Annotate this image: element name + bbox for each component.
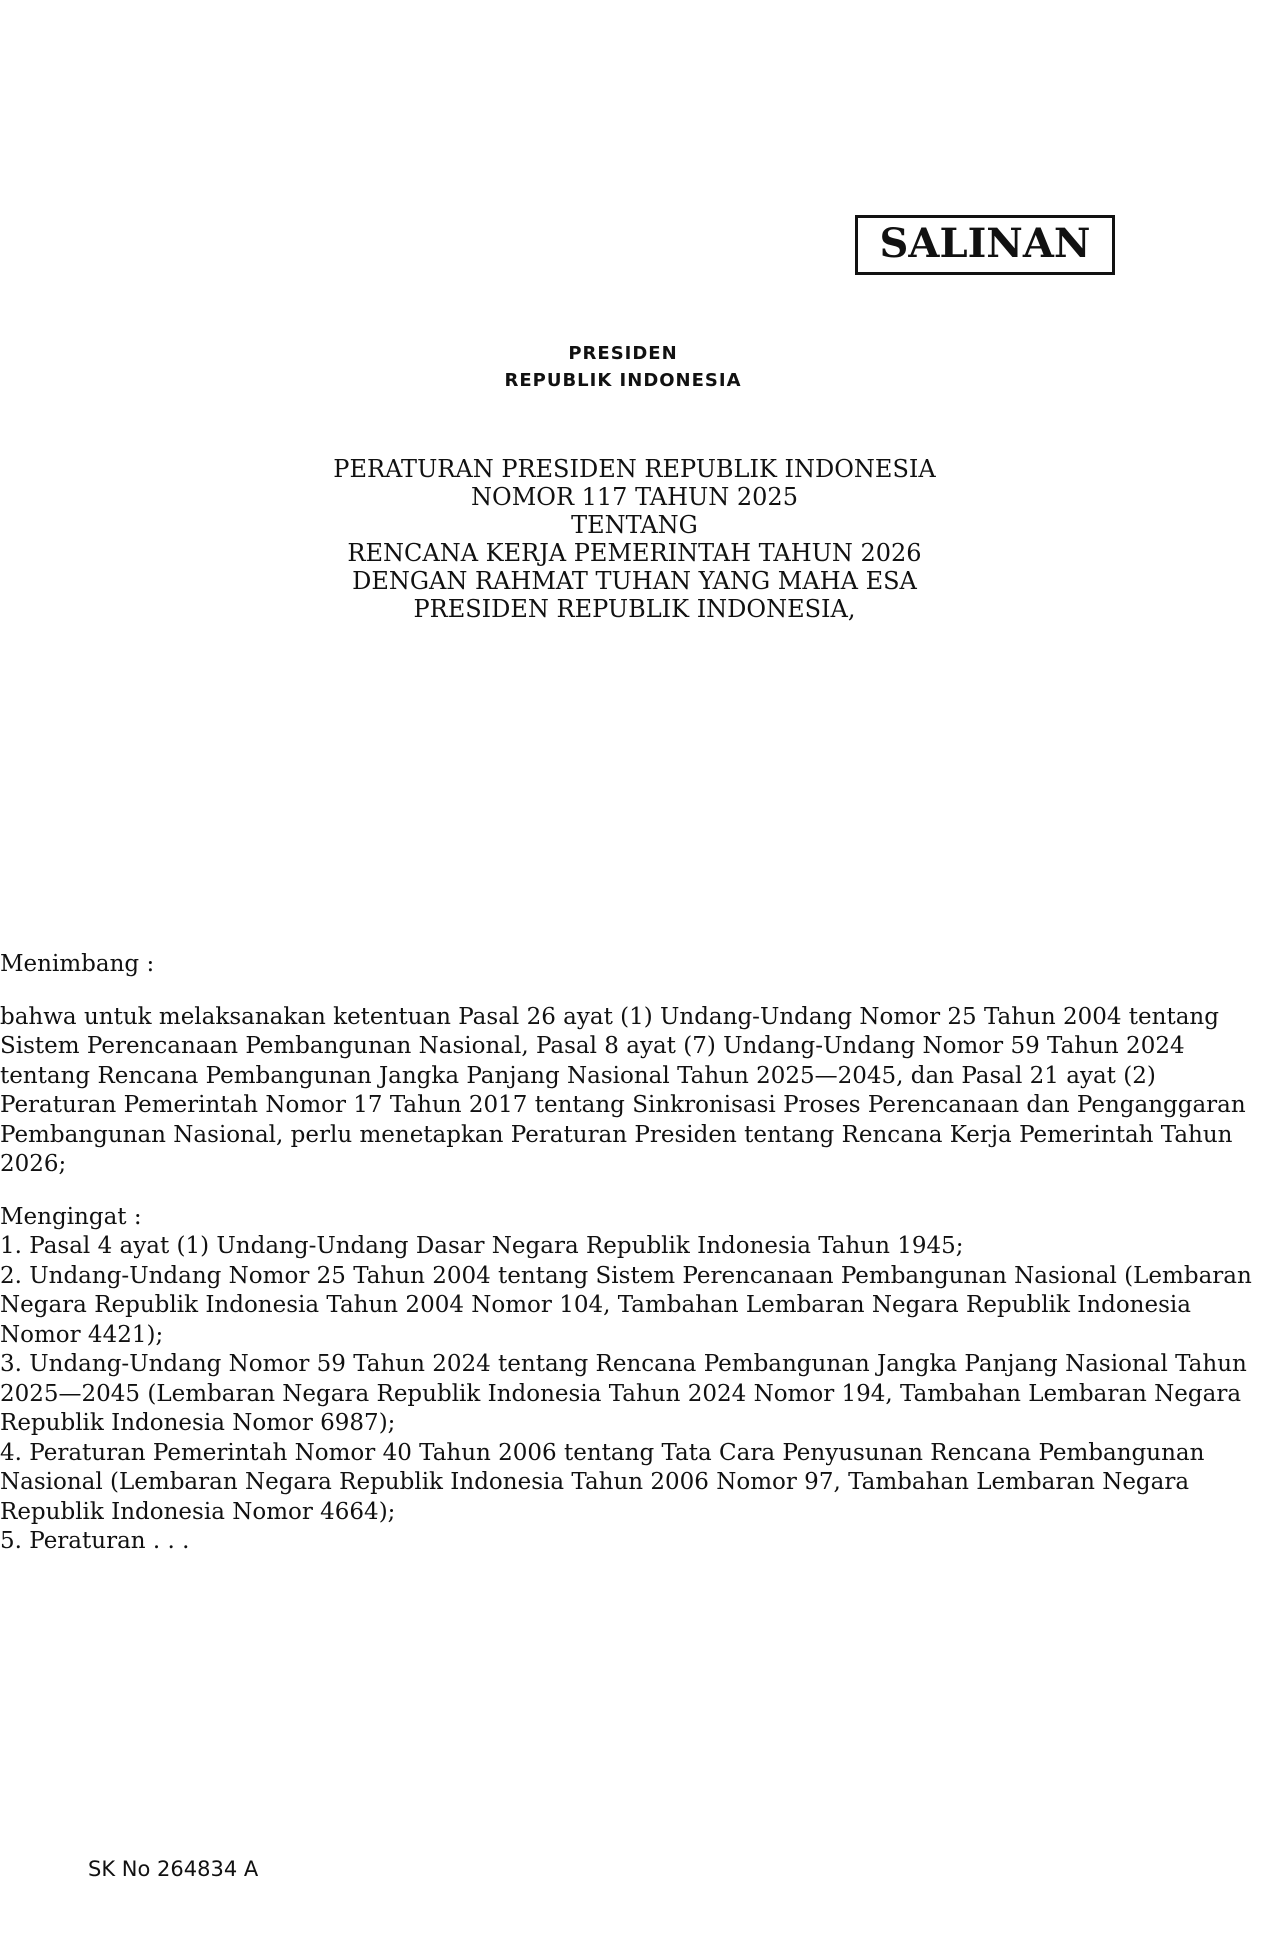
salinan-stamp: SALINAN (855, 215, 1115, 275)
menimbang-label: Menimbang (0, 951, 140, 977)
document-body (0, 950, 1269, 1557)
menimbang-text: bahwa untuk melaksanakan ketentuan Pasal 26 ayat (1) Undang-Undang Nomor 25 Tahun 2004 tentang Sistem Perencanaan Pembangunan Nasional, Pasal 8 ayat (7) Undang-Undang Nomor 59 Tahun 2024 tentang Rencana Pembangunan Jangka Panjang Nasional Tahun 2025—2045, dan Pasal 21 ayat (2) Peraturan Pemerintah Nomor 17 Tahun 2017 tentang Sinkronisasi Proses Perencanaan dan Penganggaran Pembangunan Nasional, perlu menetapkan Peraturan Presiden tentang Rencana Kerja Pemerintah Tahun 2026; (0, 1003, 1246, 1177)
title-block (0, 455, 1269, 623)
mengingat-item: 1. Pasal 4 ayat (1) Undang-Undang Dasar Negara Republik Indonesia Tahun 1945; (0, 1233, 964, 1259)
regulation-subject: RENCANA KERJA PEMERINTAH TAHUN 2026 (347, 539, 922, 567)
mengingat-item: 2. Undang-Undang Nomor 25 Tahun 2004 tentang Sistem Perencanaan Pembangunan Nasional (Lembaran Negara Republik Indonesia Tahun 2004 Nomor 104, Tambahan Lembaran Negara Republik Indonesia Nomor 4421); (0, 1262, 1252, 1348)
invocation: DENGAN RAHMAT TUHAN YANG MAHA ESA (352, 567, 917, 595)
regulation-number: NOMOR 117 TAHUN 2025 (471, 483, 798, 511)
mengingat-label: Mengingat (0, 1203, 127, 1230)
mengingat-colon: : (133, 1203, 142, 1230)
presiden-label: PRESIDEN REPUBLIK INDONESIA (504, 343, 742, 391)
garuda-emblem (548, 138, 698, 316)
regulation-title: PERATURAN PRESIDEN REPUBLIK INDONESIA (333, 455, 936, 483)
footer-code: SK No 264834 A (88, 1857, 259, 1881)
continuation-marker: 5. Peraturan . . . (0, 1528, 190, 1554)
menimbang-section (0, 950, 1269, 1180)
mengingat-item: 3. Undang-Undang Nomor 59 Tahun 2024 tentang Rencana Pembangunan Jangka Panjang Nasional Tahun 2025—2045 (Lembaran Negara Republik Indonesia Tahun 2024 Nomor 194, Tambahan Lembaran Negara Republik Indonesia Nomor 6987); (0, 1351, 1247, 1436)
menimbang-colon: : (146, 951, 155, 977)
mengingat-section (0, 1203, 1269, 1528)
authority: PRESIDEN REPUBLIK INDONESIA, (413, 595, 856, 623)
mengingat-item: 4. Peraturan Pemerintah Nomor 40 Tahun 2006 tentang Tata Cara Penyusunan Rencana Pembangunan Nasional (Lembaran Negara Republik Indonesia Tahun 2006 Nomor 97, Tambahan Lembaran Negara Republik Indonesia Nomor 4664); (0, 1439, 1205, 1525)
about-label: TENTANG (571, 511, 698, 539)
